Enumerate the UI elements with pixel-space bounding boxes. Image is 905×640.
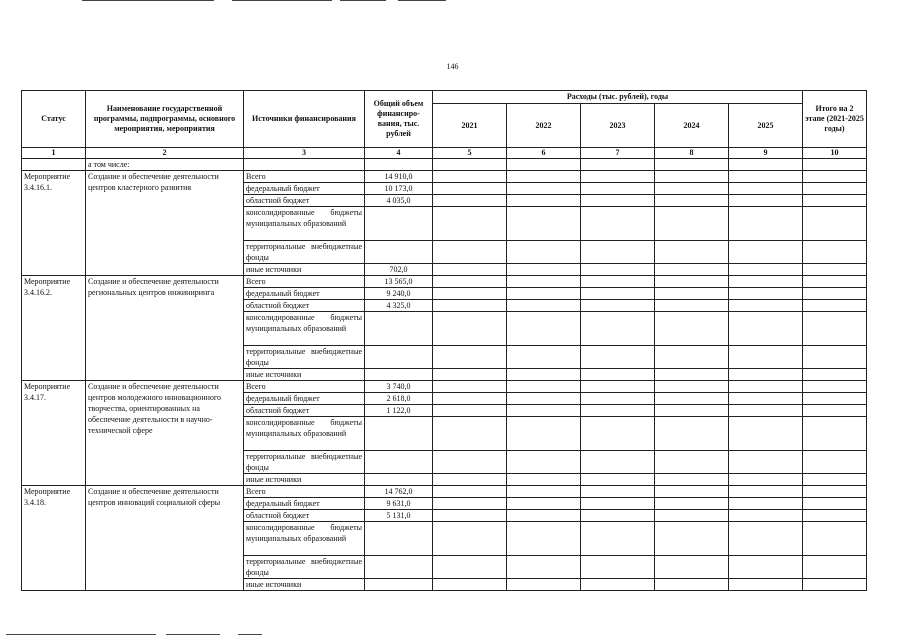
empty-cell [581, 312, 655, 346]
empty-cell [803, 171, 867, 183]
total-cell: 5 131,0 [365, 510, 433, 522]
empty-cell [507, 183, 581, 195]
empty-cell [507, 451, 581, 474]
source-cell: Всего [244, 171, 365, 183]
empty-cell [655, 300, 729, 312]
empty-cell [433, 241, 507, 264]
empty-cell [655, 522, 729, 556]
empty-cell [433, 417, 507, 451]
empty-cell [507, 393, 581, 405]
header-year: 2024 [655, 104, 729, 148]
top-rule [82, 0, 214, 1]
empty-cell [507, 579, 581, 591]
source-cell: областной бюджет [244, 510, 365, 522]
source-cell: федеральный бюджет [244, 393, 365, 405]
empty-cell [803, 474, 867, 486]
empty-cell [433, 381, 507, 393]
empty-cell [803, 312, 867, 346]
empty-cell [581, 369, 655, 381]
total-cell [365, 556, 433, 579]
bottom-rule [6, 634, 156, 635]
empty-cell [729, 522, 803, 556]
empty-cell [507, 498, 581, 510]
empty-cell [729, 369, 803, 381]
empty-cell [581, 381, 655, 393]
total-cell [365, 522, 433, 556]
source-cell: областной бюджет [244, 300, 365, 312]
empty-cell [244, 159, 365, 171]
empty-cell [803, 241, 867, 264]
empty-cell [581, 195, 655, 207]
column-number: 5 [433, 148, 507, 159]
source-cell: территориальные внебюджетные фонды [244, 451, 365, 474]
source-cell: территориальные внебюджетные фонды [244, 346, 365, 369]
source-cell: Всего [244, 486, 365, 498]
empty-cell [655, 171, 729, 183]
empty-cell [433, 312, 507, 346]
empty-cell [803, 288, 867, 300]
total-cell [365, 369, 433, 381]
empty-cell [803, 522, 867, 556]
name-cell: Создание и обеспечение деятельности центров инноваций социальной сферы [86, 486, 244, 591]
empty-cell [22, 159, 86, 171]
empty-cell [581, 510, 655, 522]
empty-cell [729, 486, 803, 498]
column-number: 4 [365, 148, 433, 159]
empty-cell [729, 405, 803, 417]
empty-cell [433, 498, 507, 510]
including-label: а том числе: [86, 159, 244, 171]
total-cell: 702,0 [365, 264, 433, 276]
total-cell: 4 325,0 [365, 300, 433, 312]
header-total: Общий объем финансиро-вания, тыс. рублей [365, 91, 433, 148]
empty-cell [581, 276, 655, 288]
empty-cell [581, 522, 655, 556]
total-cell [365, 474, 433, 486]
empty-cell [655, 486, 729, 498]
empty-cell [655, 346, 729, 369]
column-number: 10 [803, 148, 867, 159]
total-cell [365, 451, 433, 474]
empty-cell [729, 451, 803, 474]
empty-cell [729, 207, 803, 241]
name-cell: Создание и обеспечение деятельности центров молодежного инновационного творчества, ориентированных на обеспечение деятельности в научно-технической сфере [86, 381, 244, 486]
empty-cell [581, 207, 655, 241]
empty-cell [803, 417, 867, 451]
empty-cell [803, 486, 867, 498]
empty-cell [729, 183, 803, 195]
source-cell: территориальные внебюджетные фонды [244, 241, 365, 264]
bottom-rule [238, 634, 262, 635]
header-name: Наименование государственной программы, подпрограммы, основного мероприятия, мероприятия [86, 91, 244, 148]
empty-cell [507, 369, 581, 381]
source-cell: территориальные внебюджетные фонды [244, 556, 365, 579]
empty-cell [729, 264, 803, 276]
empty-cell [803, 207, 867, 241]
empty-cell [655, 405, 729, 417]
total-cell: 13 565,0 [365, 276, 433, 288]
empty-cell [507, 171, 581, 183]
status-cell: Мероприятие 3.4.16.1. [22, 171, 86, 276]
empty-cell [581, 264, 655, 276]
empty-cell [433, 474, 507, 486]
empty-cell [803, 300, 867, 312]
header-sources: Источники финансирования [244, 91, 365, 148]
status-cell: Мероприятие 3.4.16.2. [22, 276, 86, 381]
empty-cell [655, 510, 729, 522]
source-cell: иные источники [244, 369, 365, 381]
empty-cell [433, 159, 507, 171]
empty-cell [433, 510, 507, 522]
status-cell: Мероприятие 3.4.17. [22, 381, 86, 486]
total-cell: 4 035,0 [365, 195, 433, 207]
empty-cell [655, 264, 729, 276]
empty-cell [507, 276, 581, 288]
source-cell: федеральный бюджет [244, 498, 365, 510]
empty-cell [729, 393, 803, 405]
name-cell: Создание и обеспечение деятельности центров кластерного развития [86, 171, 244, 276]
empty-cell [729, 556, 803, 579]
source-cell: консолидированные бюджеты муниципальных образований [244, 417, 365, 451]
empty-cell [655, 556, 729, 579]
empty-cell [581, 486, 655, 498]
empty-cell [655, 393, 729, 405]
table-header [22, 91, 867, 159]
empty-cell [803, 451, 867, 474]
empty-cell [507, 207, 581, 241]
empty-cell [507, 510, 581, 522]
empty-cell [433, 300, 507, 312]
header-year: 2025 [729, 104, 803, 148]
table-row [22, 381, 867, 393]
total-cell [365, 312, 433, 346]
header-year: 2023 [581, 104, 655, 148]
empty-cell [729, 498, 803, 510]
header-stage-total: Итого на 2 этапе (2021-2025 годы) [803, 91, 867, 148]
empty-cell [433, 405, 507, 417]
empty-cell [581, 300, 655, 312]
empty-cell [803, 510, 867, 522]
empty-cell [729, 579, 803, 591]
empty-cell [507, 159, 581, 171]
empty-cell [729, 312, 803, 346]
empty-cell [655, 183, 729, 195]
empty-cell [581, 498, 655, 510]
empty-cell [655, 369, 729, 381]
total-cell [365, 241, 433, 264]
empty-cell [655, 159, 729, 171]
source-cell: областной бюджет [244, 405, 365, 417]
empty-cell [803, 159, 867, 171]
empty-cell [433, 276, 507, 288]
empty-cell [581, 288, 655, 300]
empty-cell [507, 556, 581, 579]
empty-cell [507, 241, 581, 264]
empty-cell [729, 159, 803, 171]
table-row [22, 276, 867, 288]
empty-cell [655, 474, 729, 486]
column-number: 6 [507, 148, 581, 159]
page-number: 146 [446, 62, 459, 71]
empty-cell [803, 498, 867, 510]
empty-cell [365, 159, 433, 171]
total-cell: 14 910,0 [365, 171, 433, 183]
empty-cell [803, 264, 867, 276]
empty-cell [581, 556, 655, 579]
empty-cell [655, 498, 729, 510]
empty-cell [581, 346, 655, 369]
empty-cell [803, 369, 867, 381]
empty-cell [655, 451, 729, 474]
empty-cell [507, 474, 581, 486]
empty-cell [803, 276, 867, 288]
source-cell: консолидированные бюджеты муниципальных образований [244, 312, 365, 346]
table-row [22, 171, 867, 183]
empty-cell [729, 288, 803, 300]
empty-cell [803, 381, 867, 393]
status-cell: Мероприятие 3.4.18. [22, 486, 86, 591]
empty-cell [581, 579, 655, 591]
empty-cell [581, 474, 655, 486]
empty-cell [655, 241, 729, 264]
column-number: 2 [86, 148, 244, 159]
source-cell: федеральный бюджет [244, 183, 365, 195]
empty-cell [507, 417, 581, 451]
header-year: 2022 [507, 104, 581, 148]
empty-cell [507, 312, 581, 346]
empty-cell [507, 300, 581, 312]
empty-cell [507, 381, 581, 393]
source-cell: консолидированные бюджеты муниципальных образований [244, 522, 365, 556]
empty-cell [433, 195, 507, 207]
top-rule [232, 0, 332, 1]
empty-cell [433, 522, 507, 556]
empty-cell [655, 312, 729, 346]
source-cell: иные источники [244, 474, 365, 486]
total-cell [365, 346, 433, 369]
empty-cell [729, 474, 803, 486]
empty-cell [655, 417, 729, 451]
total-cell: 9 631,0 [365, 498, 433, 510]
empty-cell [581, 171, 655, 183]
header-expenses: Расходы (тыс. рублей), годы [433, 91, 803, 104]
total-cell: 3 740,0 [365, 381, 433, 393]
column-number: 1 [22, 148, 86, 159]
empty-cell [803, 405, 867, 417]
top-rule [398, 0, 446, 1]
empty-cell [729, 276, 803, 288]
empty-cell [433, 393, 507, 405]
empty-cell [433, 556, 507, 579]
empty-cell [581, 405, 655, 417]
empty-cell [729, 381, 803, 393]
empty-cell [433, 264, 507, 276]
empty-cell [581, 241, 655, 264]
including-row [22, 159, 867, 171]
empty-cell [581, 417, 655, 451]
source-cell: федеральный бюджет [244, 288, 365, 300]
empty-cell [581, 159, 655, 171]
table-row [22, 486, 867, 498]
column-number: 3 [244, 148, 365, 159]
empty-cell [729, 241, 803, 264]
empty-cell [433, 451, 507, 474]
empty-cell [729, 171, 803, 183]
empty-cell [507, 486, 581, 498]
total-cell [365, 207, 433, 241]
empty-cell [433, 207, 507, 241]
empty-cell [433, 171, 507, 183]
total-cell: 14 762,0 [365, 486, 433, 498]
source-cell: областной бюджет [244, 195, 365, 207]
empty-cell [729, 346, 803, 369]
source-cell: иные источники [244, 579, 365, 591]
empty-cell [655, 288, 729, 300]
empty-cell [433, 579, 507, 591]
name-cell: Создание и обеспечение деятельности региональных центров инжиниринга [86, 276, 244, 381]
empty-cell [655, 276, 729, 288]
empty-cell [507, 264, 581, 276]
empty-cell [729, 510, 803, 522]
empty-cell [507, 405, 581, 417]
header-year: 2021 [433, 104, 507, 148]
empty-cell [433, 486, 507, 498]
empty-cell [655, 381, 729, 393]
empty-cell [803, 556, 867, 579]
column-number: 9 [729, 148, 803, 159]
total-cell: 9 240,0 [365, 288, 433, 300]
source-cell: Всего [244, 381, 365, 393]
empty-cell [433, 288, 507, 300]
empty-cell [803, 346, 867, 369]
empty-cell [729, 417, 803, 451]
total-cell: 1 122,0 [365, 405, 433, 417]
empty-cell [433, 346, 507, 369]
top-rule [340, 0, 386, 1]
total-cell: 10 173,0 [365, 183, 433, 195]
table-body [22, 159, 867, 591]
empty-cell [655, 207, 729, 241]
total-cell: 2 618,0 [365, 393, 433, 405]
source-cell: иные источники [244, 264, 365, 276]
empty-cell [803, 183, 867, 195]
empty-cell [803, 195, 867, 207]
empty-cell [507, 346, 581, 369]
budget-table [21, 90, 867, 591]
column-number-row [22, 148, 867, 159]
empty-cell [803, 579, 867, 591]
total-cell [365, 579, 433, 591]
empty-cell [655, 195, 729, 207]
source-cell: Всего [244, 276, 365, 288]
total-cell [365, 417, 433, 451]
header-status: Статус [22, 91, 86, 148]
empty-cell [507, 522, 581, 556]
empty-cell [581, 393, 655, 405]
empty-cell [433, 183, 507, 195]
empty-cell [729, 300, 803, 312]
empty-cell [803, 393, 867, 405]
column-number: 7 [581, 148, 655, 159]
empty-cell [433, 369, 507, 381]
empty-cell [729, 195, 803, 207]
empty-cell [581, 183, 655, 195]
source-cell: консолидированные бюджеты муниципальных образований [244, 207, 365, 241]
empty-cell [507, 195, 581, 207]
column-number: 8 [655, 148, 729, 159]
empty-cell [581, 451, 655, 474]
bottom-rule [166, 634, 220, 635]
empty-cell [507, 288, 581, 300]
empty-cell [655, 579, 729, 591]
